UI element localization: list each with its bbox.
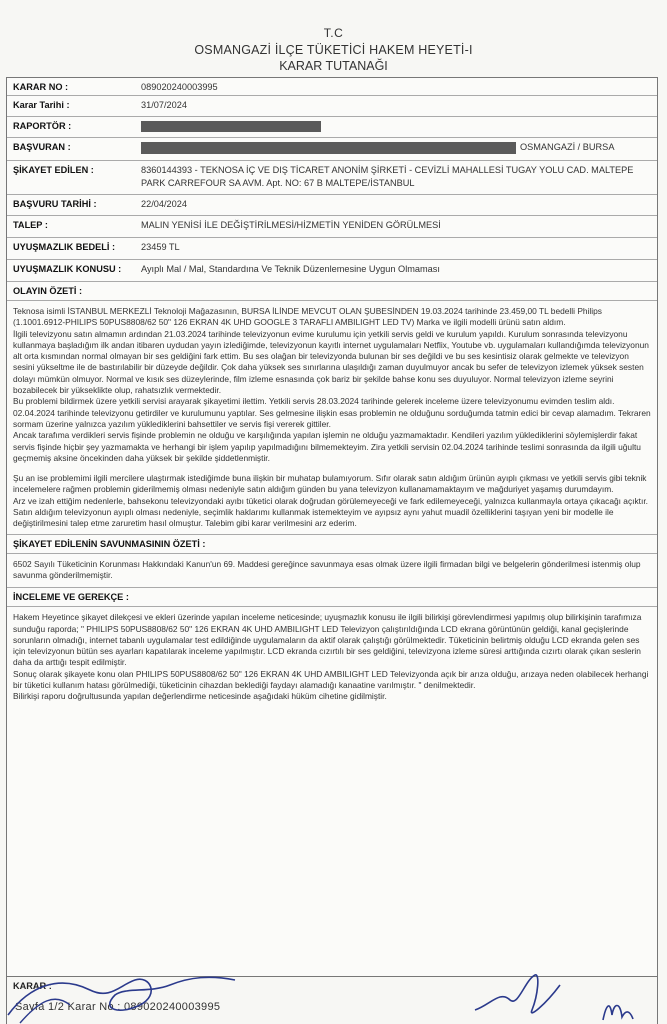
row-sikayet-edilen [7,161,657,195]
value-basvuru-tarihi: 22/04/2024 [141,199,187,209]
value-sikayet-edilen: 8360144393 - TEKNOSA İÇ VE DIŞ TİCARET ANONİM ŞİRKETİ - CEVİZLİ MAHALLESİ TUGAY YOLU CAD. MALTEPE PARK CARREFOUR SA AVM. Apt. NO: 67 B MALTEPE/İSTANBUL [141,165,634,188]
label-basvuran: BAŞVURAN : [13,142,71,152]
label-talep: TALEP : [13,220,48,230]
decision-form [6,77,658,977]
label-uyusmazlik-bedeli: UYUŞMAZLIK BEDELİ : [13,242,116,252]
paragraph: 6502 Sayılı Tüketicinin Korunması Hakkındaki Kanun'un 69. Maddesi gereğince savunmaya esas olmak üzere ilgili firmadan bilgi ve belgelerin gönderilmesi istenmiş olup savunma gönderilmemiştir. [13,558,641,580]
row-karar-tarihi [7,96,657,117]
tc-label: T.C [323,26,344,40]
label-uyusmazlik-konusu: UYUŞMAZLIK KONUSU : [13,264,122,274]
value-uyusmazlik-bedeli: 23459 TL [141,242,180,252]
paragraph: Sonuç olarak şikayete konu olan PHILIPS 50PUS8808/62 50" 126 EKRAN 4K UHD AMBILIGHT LED Televizyonda açık bir arıza olduğu, arızaya neden olabilecek herhangi bir tüketici kullanım hatası görülmediği, tüketicinin cihazdan beklediği faydayı alamadığı kanaatine varılmıştır. " denilmektedir. [13,668,649,691]
savunma-text [7,554,657,589]
value-raportor [131,120,651,133]
committee-name: OSMANGAZİ İLÇE TÜKETİCİ HAKEM HEYETİ-I [194,43,473,57]
paragraph: Şu an ise problemimi ilgili mercilere ulaştırmak istediğimde buna ilişkin bir muhatap bulamıyorum. Sıfır olarak satın aldığım ürünün ayıplı çıkması ve yetkili servis gibi teknik incelemelere rağmen problemin giderilmemiş olması nedeniyle satın aldığım günden bu yana televizyon kullanamamaktayım ve mağduriyet yaşamış durumdayım. [13,473,647,495]
paragraph: Arz ve izah ettiğim nedenlerle, bahsekonu televizyondaki ayıbı tüketici olarak doğrudan görülemeyeceği ve fark edilemeyeceği, yalnızca kullanmayla ortaya çıkacağı açıktır. Satın aldığım televizyonun ayıplı olması nedeniyle, seçimlik haklarımı kullanmak istemekteyim ve ayıpsız aynı yahut muadil özelliklerini taşıyan yeni bir modelle ile değiştirilmesini talep etme zaruretim hasıl olmuştur. Talebim gibi karar verilmesini arz ederim. [13,495,648,529]
section-title-savunma: ŞİKAYET EDİLENİN SAVUNMASININ ÖZETİ : [7,535,657,554]
paragraph: Teknosa isimli İSTANBUL MERKEZLİ Teknoloji Mağazasının, BURSA İLİNDE MEVCUT OLAN ŞUBESİNDEN 19.03.2024 tarihinde 23.459,00 TL bedelli Philips (1.1001.6912-PHILIPS 50PUS8808/62 50" 126 EKRAN 4K UHD GOOGLE 3 TARAFLI AMBILIGHT LED TV) Marka ve ilgili modelli ürünü satın aldım. [13,306,602,328]
label-basvuru-tarihi: BAŞVURU TARİHİ : [13,199,97,209]
row-uyusmazlik-bedeli [7,238,657,260]
paragraph: Ancak tarafıma verdikleri servis fişinde problemin ne olduğu ve karşılığında yapılan işlemin ne olduğu yazmamaktadır. Kendileri yazılım yüklediklerini söylemişlerdir fakat servis fişinde hiçbir şey yazmamakta ve herhangi bir işlem yapılıp yapılmadığını bilmemekteyim. Zira yetkili servisin 02.04.2024 tarihinde teslimi sonrasında da ilgili uğultu geçmemiş aksine öncekinden daha yüksek bir şekilde şiddetlenmiştir. [13,430,641,463]
row-karar-no [7,78,657,96]
document-title: KARAR TUTANAĞI [279,59,388,73]
section-title-olayin-ozeti: OLAYIN ÖZETİ : [7,282,657,301]
paragraph-gap [13,464,651,473]
section-title-inceleme: İNCELEME VE GEREKÇE : [7,588,657,607]
row-raportor [7,117,657,138]
paragraph: Hakem Heyetince şikayet dilekçesi ve ekleri üzerinde yapılan inceleme neticesinde; uyuşmazlık konusu ile ilgili bilirkişi görevlendirmesi yapılmış olup bilirkişinin tarafımıza sunduğu raporda; " PHILIPS 50PUS8808/62 50" 126 EKRAN 4K UHD AMBILIGHT LED Televizyon çalıştırıldığında LCD ekrana görüntünün geldiği, kanal geçişlerinde sorunların olmadığı, internet tabanlı uygulamalar test edildiğinde uygulamaların da aktif olarak çalıştığı görülmektedir. Tüketicinin belirtmiş olduğu LCD ekranda gelen ses için televizyonun bütün ses ayarları kapatılarak inceleme yapılmıştır. LCD ekranda cızırtılı bir ses geldiğini, televizyona izleme süresi arttığında cızırtı olarak çıkan seslerin daha da arttığı tespit edilmiştir. [13,612,642,668]
redaction-bar [141,121,321,132]
label-karar-tarihi: Karar Tarihi : [13,100,70,110]
page-number: Sayfa 1/2 Karar No : 089020240003995 [15,1001,221,1013]
page-footer [6,977,658,1024]
value-karar-tarihi: 31/07/2024 [141,100,187,110]
paragraph: İlgili televizyonu satın almamın ardından 21.03.2024 tarihinde televizyonun evime kurulumu için yetkili servis geldi ve kurulum yapıldı. Kurulum sonrasında televizyonu kullanmaya başladığım ilk andan itibaren uydudan yayın izlediğimde, televizyonun kayıtlı internet uygulamaları Netflix, Youtube vb. uygulamaları kullandığımda televizyonun alt orta kısmından normal olmayan bir ses geldiğini fark ettim. Bu ses olağan bir televizyonda bulunan bir ses değildi ve bu ses kesintisiz olarak gelmekte ve televizyon sesini yükseltme ile de bastırılabilir bir düzeyde değildir. Çok daha yüksek ses sınırlarına ulaşıldığı zaman duyulmuyor ancak bu sefer de televizyon izlemek yüksek sesten dolayı mümkün olmuyor. Normal ve kısık ses düzeylerinde, film izleme esnasında çok bariz bir şekilde bahse konu ses duyuluyor. Normal televizyon izleme seyrini bozabilecek bir yükseklikte olup, rahatsızlık vermektedir. [13,328,649,396]
value-uyusmazlik-konusu: Ayıplı Mal / Mal, Standardına Ve Teknik Düzenlemesine Uygun Olmaması [141,264,440,274]
row-talep [7,216,657,238]
label-karar-no: KARAR NO : [13,82,69,92]
basvuran-location: OSMANGAZİ / BURSA [520,142,615,152]
value-talep: MALIN YENİSİ İLE DEĞİŞTİRİLMESİ/HİZMETİN YENİDEN GÖRÜLMESİ [141,220,441,230]
paragraph: Bilirkişi raporu doğrultusunda yapılan değerlendirme neticesinde aşağıdaki hüküm cihetine gidilmiştir. [13,691,387,702]
olayin-ozeti-text [7,301,657,535]
row-basvuru-tarihi [7,195,657,216]
value-karar-no: 089020240003995 [141,82,218,92]
row-basvuran [7,138,657,161]
inceleme-text [7,607,657,704]
label-raportor: RAPORTÖR : [13,121,72,131]
karar-label: KARAR : [13,981,52,991]
value-basvuran [131,141,651,154]
label-sikayet-edilen: ŞİKAYET EDİLEN : [13,165,94,175]
document-header [0,0,667,73]
paragraph: Bu problemi bildirmek üzere yetkili servisi arayarak şikayetimi ilettim. Yetkili servis 28.03.2024 tarihinde gelerek inceleme üzere televizyonumu evimden teslim aldı. 02.04.2024 tarihinde televizyonu getirdiler ve kurulumunu yaptılar. Ses gelmesine ilişkin esas problemin ne olduğunu sorduğumda tatmin edici bir cevap alamadım. Tekraren sormam üzerine yalnızca yazılım yüklediklerini bahsettiler ve servis fişi vererek gittiler. [13,396,651,429]
redaction-bar [141,142,516,154]
row-uyusmazlik-konusu [7,260,657,282]
